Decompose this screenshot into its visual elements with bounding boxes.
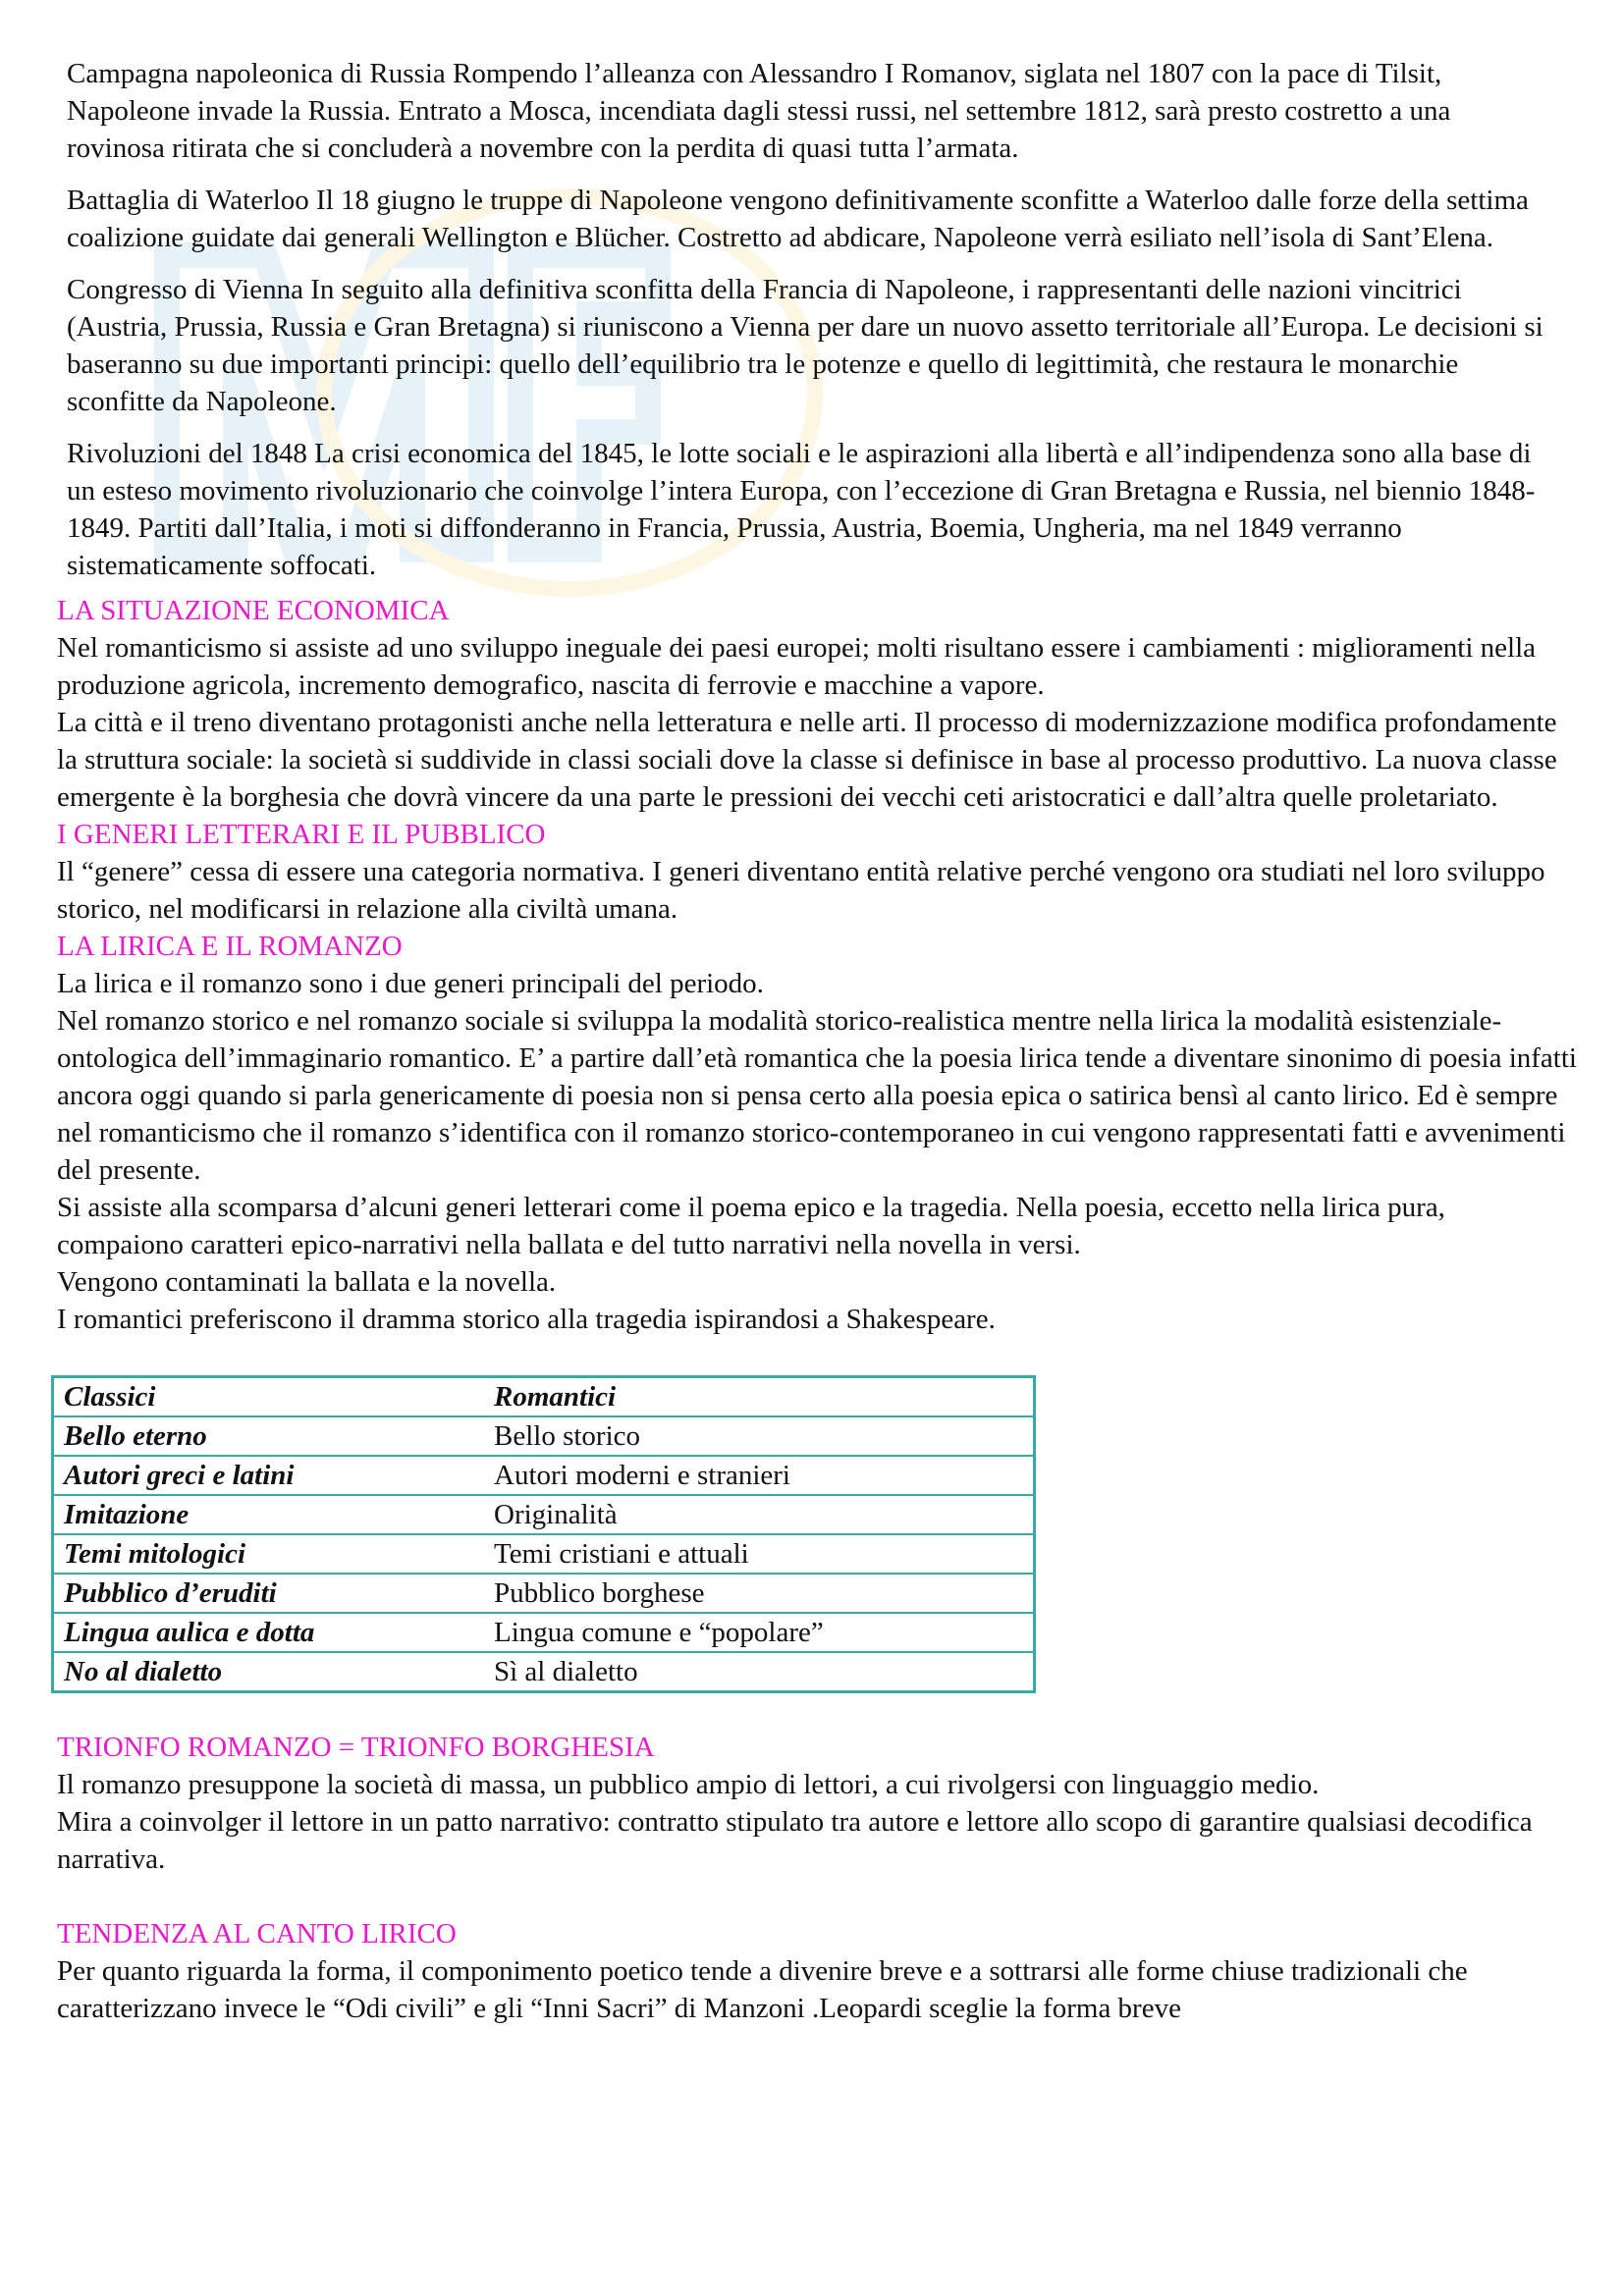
table-row — [53, 1456, 1035, 1495]
paragraph: Si assiste alla scomparsa d’alcuni generi letterari come il poema epico e la tragedia. Nella poesia, eccetto nella lirica pura, compaiono caratteri epico-narrativi nella ballata e del tutto narrativi nella novella in versi. — [57, 1192, 1445, 1260]
section-heading: I GENERI LETTERARI E IL PUBBLICO — [57, 819, 546, 850]
paragraph: Nel romanzo storico e nel romanzo sociale si sviluppa la modalità storico-realistica mentre nella lirica la modalità esistenziale-ontologica dell’immaginario romantico. E’ a partire dall’età romantica che la poesia lirica tende a diventare sinonimo di poesia infatti ancora oggi quando si parla genericamente di poesia non si pensa certo alla poesia epica o satirica bensì al canto lirico. Ed è sempre nel romanticismo che il romanzo s’identifica con il romanzo storico-contemporaneo in cui vengono rappresentati fatti e avvenimenti del presente. — [57, 1005, 1577, 1186]
section-heading: LA LIRICA E IL ROMANZO — [57, 931, 403, 962]
table-cell: Sì al dialetto — [494, 1656, 638, 1687]
section-canto — [57, 1915, 1577, 2027]
table-row — [53, 1534, 1035, 1574]
paragraph: La città e il treno diventano protagonisti anche nella letteratura e nelle arti. Il processo di modernizzazione modifica profondamente la struttura sociale: la società si suddivide in classi sociali dove la classe si definisce in base al processo produttivo. La nuova classe emergente è la borghesia che dovrà vincere da una parte le pressioni dei vecchi ceti aristocratici e dall’altra quelle proletariato. — [57, 707, 1557, 813]
table-cell: Temi mitologici — [53, 1534, 485, 1574]
section-economica — [57, 592, 1577, 816]
table-row — [53, 1495, 1035, 1534]
section-generi — [57, 816, 1577, 928]
paragraph: Vengono contaminati la ballata e la novella. — [57, 1266, 557, 1298]
section-lirica — [57, 928, 1577, 1338]
table-row — [53, 1652, 1035, 1692]
event-1848 — [67, 435, 1577, 584]
event-text: Congresso di Vienna In seguito alla definitiva sconfitta della Francia di Napoleone, i rappresentanti delle nazioni vincitrici (Austria, Prussia, Russia e Gran Bretagna) si riuniscono a Vienna per dare un nuovo assetto territoriale all’Europa. Le decisioni si baseranno su due importanti principi: quello dell’equilibrio tra le potenze e quello di legittimità, che restaura le monarchie sconfitte da Napoleone. — [67, 274, 1543, 417]
table-cell: Pubblico borghese — [484, 1574, 1035, 1613]
section-heading: TENDENZA AL CANTO LIRICO — [57, 1918, 457, 1949]
table-cell: Pubblico d’eruditi — [53, 1574, 485, 1613]
event-waterloo — [67, 182, 1577, 256]
table-cell: Originalità — [484, 1495, 1035, 1534]
table-header-cell: Classici — [53, 1377, 485, 1417]
event-text: Rivoluzioni del 1848 La crisi economica del 1845, le lotte sociali e le aspirazioni alla libertà e all’indipendenza sono alla base di un esteso movimento rivoluzionario che coinvolge l’intera Europa, con l’eccezione di Gran Bretagna e Russia, nel biennio 1848-1849. Partiti dall’Italia, i moti si diffonderanno in Francia, Prussia, Austria, Boemia, Ungheria, ma nel 1849 verranno sistematicamente soffocati. — [67, 438, 1536, 581]
table-row — [53, 1613, 1035, 1652]
document-page — [57, 55, 1577, 2027]
paragraph: Il romanzo presuppone la società di massa, un pubblico ampio di lettori, a cui rivolgersi con linguaggio medio. — [57, 1769, 1320, 1800]
table-row — [53, 1416, 1035, 1456]
table-cell: Autori moderni e stranieri — [484, 1456, 1035, 1495]
table-header-cell: Romantici — [484, 1377, 1035, 1417]
table-cell: Autori greci e latini — [53, 1456, 485, 1495]
event-russia — [67, 55, 1577, 167]
table-cell: Lingua comune e “popolare” — [484, 1613, 1035, 1652]
paragraph: Nel romanticismo si assiste ad uno sviluppo ineguale dei paesi europei; molti risultano essere i cambiamenti : miglioramenti nella produzione agricola, incremento demografico, nascita di ferrovie e macchine a vapore. — [57, 632, 1537, 701]
table-cell: Bello storico — [484, 1416, 1035, 1456]
event-vienna — [67, 271, 1577, 420]
paragraph: Il “genere” cessa di essere una categoria normativa. I generi diventano entità relative perché vengono ora studiati nel loro sviluppo storico, nel modificarsi in relazione alla civiltà umana. — [57, 856, 1545, 925]
paragraph: I romantici preferiscono il dramma storico alla tragedia ispirandosi a Shakespeare. — [57, 1304, 996, 1335]
event-text: Battaglia di Waterloo Il 18 giugno le truppe di Napoleone vengono definitivamente sconfitte a Waterloo dalle forze della settima coalizione guidate dai generali Wellington e Blücher. Costretto ad abdicare, Napoleone verrà esiliato nell’isola di Sant’Elena. — [67, 185, 1529, 253]
table-header-row — [53, 1377, 1035, 1417]
section-heading: TRIONFO ROMANZO = TRIONFO BORGHESIA — [57, 1732, 655, 1763]
paragraph: La lirica e il romanzo sono i due generi principali del periodo. — [57, 968, 764, 999]
section-trionfo — [57, 1729, 1577, 1878]
section-heading: LA SITUAZIONE ECONOMICA — [57, 595, 450, 626]
table-cell: Temi cristiani e attuali — [484, 1534, 1035, 1574]
table-row — [53, 1574, 1035, 1613]
event-text: Campagna napoleonica di Russia Rompendo l’alleanza con Alessandro I Romanov, siglata nel 1807 con la pace di Tilsit, Napoleone invade la Russia. Entrato a Mosca, incendiata dagli stessi russi, nel settembre 1812, sarà presto costretto a una rovinosa ritirata che si concluderà a novembre con la perdita di quasi tutta l’armata. — [67, 58, 1451, 164]
table-cell: Bello eterno — [53, 1416, 485, 1456]
paragraph: Mira a coinvolger il lettore in un patto narrativo: contratto stipulato tra autore e lettore allo scopo di garantire qualsiasi decodifica narrativa. — [57, 1806, 1533, 1875]
comparison-table — [51, 1375, 1036, 1693]
paragraph: Per quanto riguarda la forma, il componimento poetico tende a divenire breve e a sottrarsi alle forme chiuse tradizionali che caratterizzano invece le “Odi civili” e gli “Inni Sacri” di Manzoni .Leopardi sceglie la forma breve — [57, 1955, 1468, 2024]
table-cell: Lingua aulica e dotta — [53, 1613, 485, 1652]
table-cell: Imitazione — [53, 1495, 485, 1534]
table-cell: No al dialetto — [64, 1656, 223, 1687]
